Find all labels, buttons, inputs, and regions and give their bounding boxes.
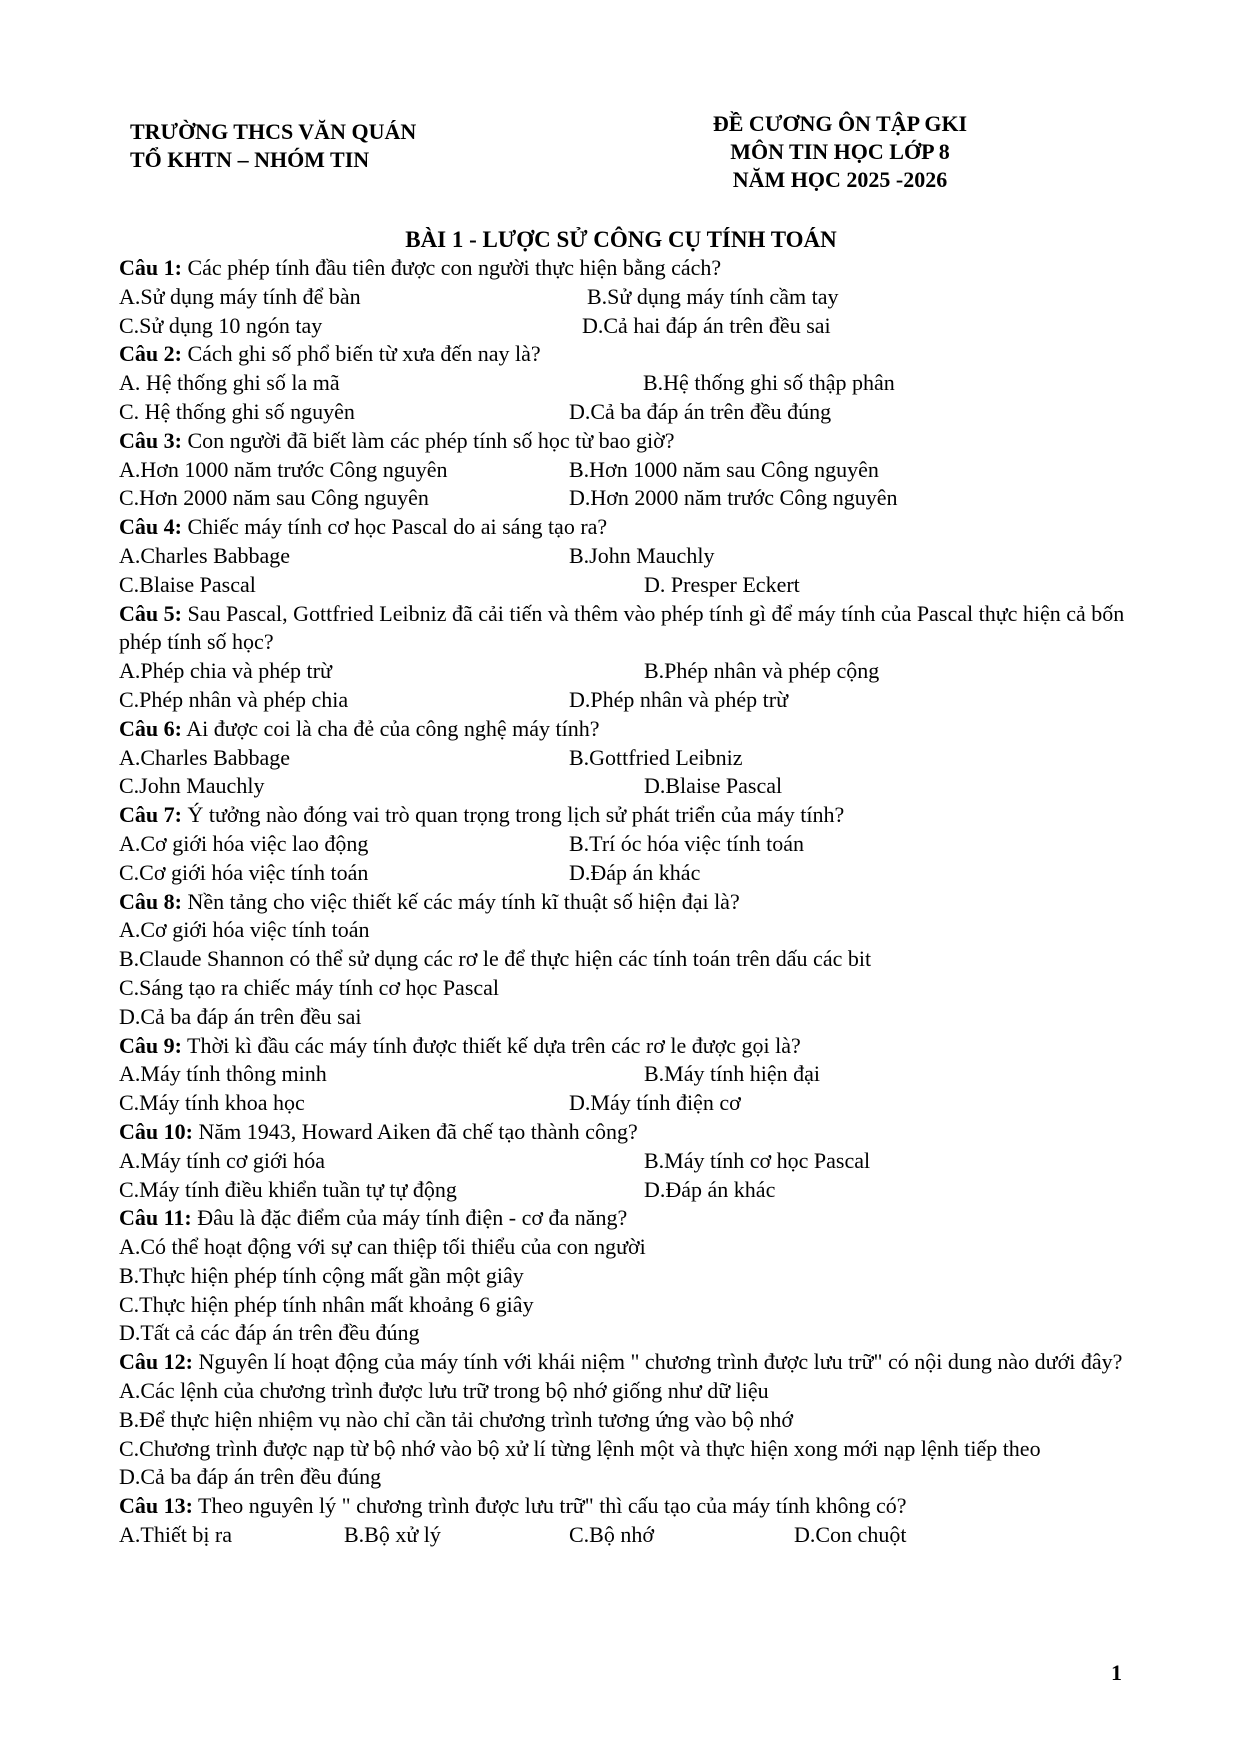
question-text: Theo nguyên lý " chương trình được lưu trữ" thì cấu tạo của máy tính không có? (192, 1493, 907, 1519)
question-text: Nguyên lí hoạt động của máy tính với khái niệm " chương trình được lưu trữ" có nội dung nào dưới đây? (192, 1349, 1123, 1375)
option-b: B.Gottfried Leibniz (569, 744, 743, 770)
question-label: Câu 8: (119, 888, 182, 914)
option-a: A.Thiết bị ra (119, 1522, 233, 1548)
question-text: Con người đã biết làm các phép tính số học từ bao giờ? (181, 427, 675, 453)
header-right (640, 110, 1040, 194)
question-label: Câu 11: (119, 1205, 192, 1231)
option-a: A.Sử dụng máy tính để bàn (119, 283, 361, 309)
question-text: Các phép tính đầu tiên được con người thực hiện bằng cách? (181, 255, 722, 280)
option-c: C.Thực hiện phép tính nhân mất khoảng 6 giây (119, 1291, 534, 1317)
option-d: D.Cả ba đáp án trên đều đúng (569, 398, 832, 424)
question-text: Cách ghi số phổ biến từ xưa đến nay là? (181, 341, 541, 367)
question-text: Nền tảng cho việc thiết kế các máy tính kĩ thuật số hiện đại là? (181, 888, 740, 914)
question-text: Thời kì đầu các máy tính được thiết kế dựa trên các rơ le được gọi là? (181, 1032, 801, 1058)
option-b: B.Máy tính cơ học Pascal (644, 1147, 871, 1173)
question-text: Sau Pascal, Gottfried Leibniz đã cải tiến và thêm vào phép tính gì để máy tính của Pascal thực hiện cả bốn phép tính số học? (119, 600, 1125, 655)
option-d: D.Máy tính điện cơ (569, 1090, 741, 1116)
option-d: D.Blaise Pascal (644, 773, 783, 799)
question-text: Chiếc máy tính cơ học Pascal do ai sáng tạo ra? (181, 514, 608, 540)
option-c: C.Sử dụng 10 ngón tay (119, 312, 323, 338)
option-c: C.Bộ nhớ (569, 1522, 654, 1548)
option-a: A. Hệ thống ghi số la mã (119, 370, 340, 396)
question-label: Câu 10: (119, 1118, 193, 1144)
option-b: B.Sử dụng máy tính cầm tay (587, 283, 839, 309)
option-a: A.Cơ giới hóa việc tính toán (119, 917, 370, 943)
option-c: C.Sáng tạo ra chiếc máy tính cơ học Pascal (119, 974, 500, 1000)
question-list (119, 254, 1129, 1550)
question-2 (119, 340, 1129, 369)
option-b: B.Thực hiện phép tính cộng mất gần một giây (119, 1262, 524, 1288)
question-4 (119, 513, 1129, 542)
option-a: A.Charles Babbage (119, 542, 291, 568)
option-c: C.Máy tính khoa học (119, 1090, 305, 1116)
option-c: C.Phép nhân và phép chia (119, 686, 349, 712)
option-c: C.Máy tính điều khiển tuần tự tự động (119, 1176, 457, 1202)
question-text: Ai được coi là cha đẻ của công nghệ máy tính? (181, 715, 600, 741)
question-label: Câu 9: (119, 1032, 182, 1058)
option-c: C.John Mauchly (119, 773, 265, 799)
question-12 (119, 1348, 1129, 1377)
question-8 (119, 888, 1129, 917)
option-b: B.Trí óc hóa việc tính toán (569, 830, 805, 856)
lesson-title: BÀI 1 - LƯỢC SỬ CÔNG CỤ TÍNH TOÁN (405, 227, 837, 252)
option-a: A.Cơ giới hóa việc lao động (119, 830, 369, 856)
question-text: Năm 1943, Howard Aiken đã chế tạo thành công? (192, 1118, 638, 1144)
question-11 (119, 1204, 1129, 1233)
question-label: Câu 13: (119, 1493, 193, 1519)
page-number: 1 (1111, 1660, 1122, 1685)
option-c: C.Blaise Pascal (119, 571, 256, 597)
question-6 (119, 715, 1129, 744)
question-7 (119, 801, 1129, 830)
question-3 (119, 427, 1129, 456)
question-10 (119, 1118, 1129, 1147)
question-5 (119, 600, 1129, 658)
question-label: Câu 4: (119, 514, 182, 540)
option-b: B.Hệ thống ghi số thập phân (643, 370, 895, 396)
option-d: D.Cả ba đáp án trên đều sai (119, 1003, 362, 1029)
option-d: D. Presper Eckert (644, 571, 800, 597)
option-b: B.Máy tính hiện đại (644, 1061, 820, 1087)
question-label: Câu 1: (119, 255, 182, 280)
option-a: A.Phép chia và phép trừ (119, 658, 332, 684)
question-label: Câu 6: (119, 715, 182, 741)
option-c: C.Hơn 2000 năm sau Công nguyên (119, 485, 429, 511)
option-d: D.Cả hai đáp án trên đều sai (582, 312, 831, 338)
option-b: B.Để thực hiện nhiệm vụ nào chỉ cần tải chương trình tương ứng vào bộ nhớ (119, 1406, 794, 1432)
option-b: B.Hơn 1000 năm sau Công nguyên (569, 456, 879, 482)
option-a: A.Hơn 1000 năm trước Công nguyên (119, 456, 448, 482)
subject-title: MÔN TIN HỌC LỚP 8 (730, 139, 950, 164)
question-label: Câu 3: (119, 427, 182, 453)
option-c: C.Chương trình được nạp từ bộ nhớ vào bộ xử lí từng lệnh một và thực hiện xong mới nạp lệnh tiếp theo (119, 1435, 1041, 1461)
option-d: D.Cả ba đáp án trên đều đúng (119, 1464, 382, 1490)
option-a: A.Có thể hoạt động với sự can thiệp tối thiểu của con người (119, 1234, 646, 1260)
option-a: A.Máy tính thông minh (119, 1061, 327, 1087)
school-year: NĂM HỌC 2025 -2026 (732, 167, 948, 192)
option-b: B.John Mauchly (569, 542, 715, 568)
option-d: D.Đáp án khác (644, 1176, 776, 1202)
option-c: C.Cơ giới hóa việc tính toán (119, 859, 369, 885)
option-d: D.Phép nhân và phép trừ (569, 686, 789, 712)
option-d: D.Con chuột (794, 1522, 907, 1548)
question-9 (119, 1032, 1129, 1061)
question-text: Ý tưởng nào đóng vai trò quan trọng trong lịch sử phát triển của máy tính? (181, 802, 845, 828)
doc-title: ĐỀ CƯƠNG ÔN TẬP GKI (712, 111, 968, 136)
option-b: B.Bộ xử lý (344, 1522, 441, 1548)
question-13 (119, 1492, 1129, 1521)
option-d: D.Tất cả các đáp án trên đều đúng (119, 1320, 420, 1346)
question-text: Đâu là đặc điểm của máy tính điện - cơ đa năng? (191, 1205, 628, 1231)
option-a: A.Charles Babbage (119, 744, 291, 770)
question-label: Câu 7: (119, 802, 182, 828)
header-left (130, 118, 416, 174)
option-b: B.Claude Shannon có thể sử dụng các rơ le để thực hiện các tính toán trên dấu các bit (119, 946, 872, 972)
option-d: D.Đáp án khác (569, 859, 701, 885)
option-b: B.Phép nhân và phép cộng (644, 658, 880, 684)
option-a: A.Máy tính cơ giới hóa (119, 1147, 325, 1173)
question-label: Câu 2: (119, 341, 182, 367)
school-name: TRƯỜNG THCS VĂN QUÁN (130, 119, 417, 144)
option-a: A.Các lệnh của chương trình được lưu trữ trong bộ nhớ giống như dữ liệu (119, 1378, 769, 1404)
option-c: C. Hệ thống ghi số nguyên (119, 398, 355, 424)
question-1 (119, 254, 1129, 283)
option-d: D.Hơn 2000 năm trước Công nguyên (569, 485, 898, 511)
question-label: Câu 12: (119, 1349, 193, 1375)
question-label: Câu 5: (119, 600, 182, 626)
group-name: TỔ KHTN – NHÓM TIN (130, 147, 370, 172)
